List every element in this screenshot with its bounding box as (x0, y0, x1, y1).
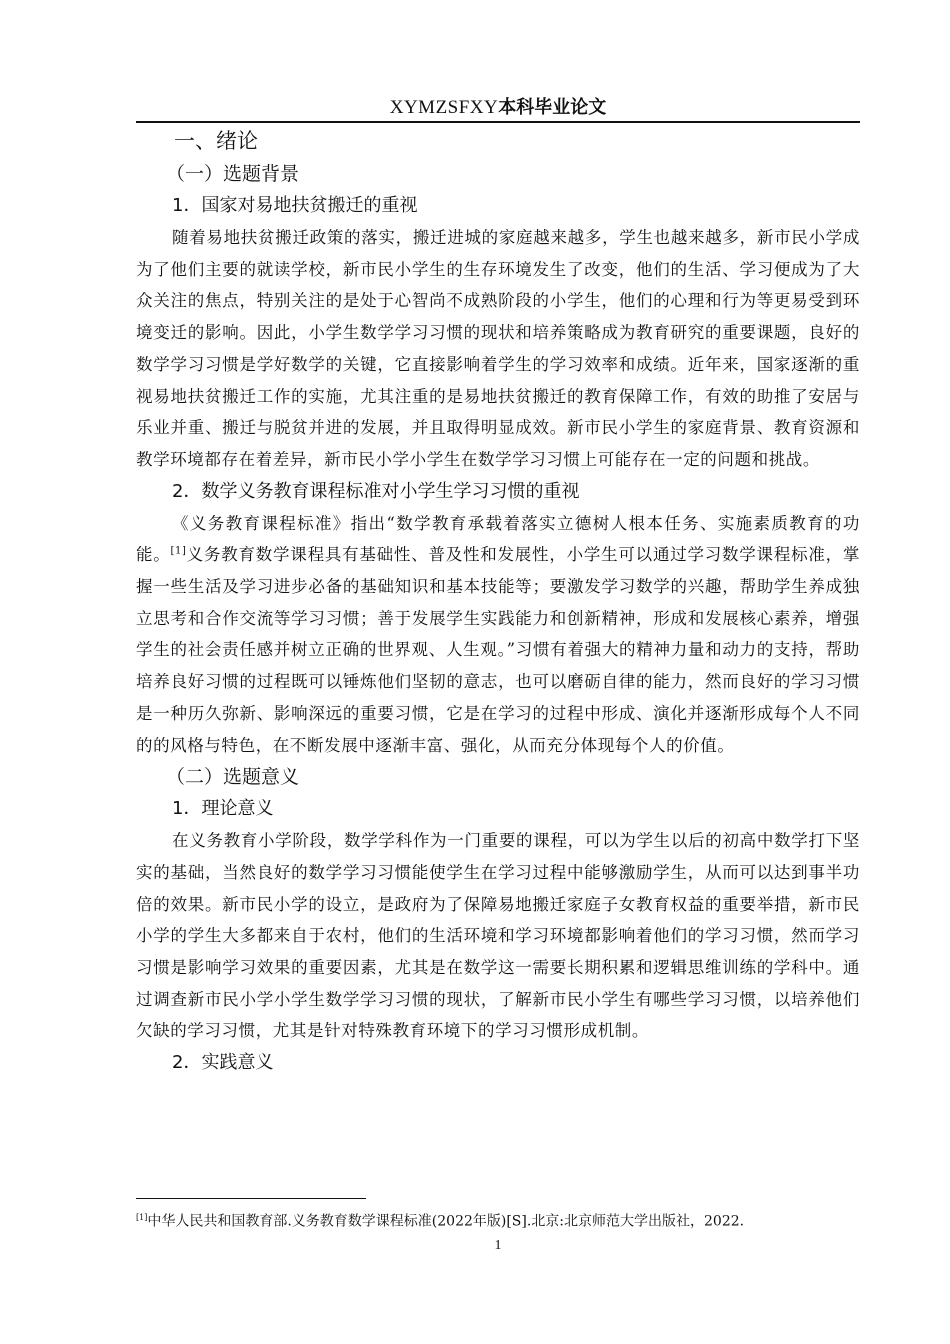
footnote-text: 中华人民共和国教育部.义务教育数学课程标准(2022年版)[S].北京:北京师范大学出版社，2022. (147, 1213, 745, 1230)
paragraph-theory: 在义务教育小学阶段，数学学科作为一门重要的课程，可以为学生以后的初高中数学打下坚实的基础，当然良好的数学学习习惯能使学生在学习过程中能够激励学生，从而可以达到事半功倍的效果。新市民小学的设立，是政府为了保障易地搬迁家庭子女教育权益的重要举措，新市民小学的学生大多都来自于农村，他们的生活环境和学习环境都影响着他们的学习习惯，然而学习习惯是影响学习效果的重要因素，尤其是在数学这一需要长期积累和逻辑思维训练的学科中。通过调查新市民小学小学生数学学习习惯的现状，了解新市民小学生有哪些学习习惯，以培养他们欠缺的学习习惯，尤其是针对特殊教育环境下的学习习惯形成机制。 (136, 831, 860, 1041)
paragraph-curriculum-part-b: 义务教育数学课程具有基础性、普及性和发展性，小学生可以通过学习数学课程标准，掌握一些生活及学习进步必备的基础知识和基本技能等；要激发学习数学的兴趣，帮助学生养成独立思考和合作交流等学习习惯；善于发展学生实践能力和创新精神，形成和发展核心素养，增强学生的社会责任感并树立正确的世界观、人生观。”习惯有着强大的精神力量和动力的支持，帮助培养良好习惯的过程既可以锤炼他们坚韧的意志，也可以磨砺自律的能力，然而良好的学习习惯是一种历久弥新、影响深远的重要习惯，它是在学习的过程中形成、演化并逐渐形成每个人不同的的风格与特色，在不断发展中逐渐丰富、强化，从而充分体现每个人的价值。 (136, 545, 860, 755)
paragraph-curriculum-part-a: 《义务教育课程标准》指出“数学教育承载着落实立德树人根本任务、实施素质教育的功能。 (136, 513, 860, 565)
subsection-heading-curriculum: 2．数学义务教育课程标准对小学生学习习惯的重视 (172, 480, 580, 502)
section-heading-significance: （二）选题意义 (166, 766, 300, 789)
header-title: 本科毕业论文 (498, 97, 607, 118)
citation-marker: [1] (170, 545, 187, 557)
paragraph-curriculum (136, 508, 860, 762)
header-rule (136, 121, 860, 123)
header-abbrev: XYMZSFXY (389, 97, 499, 118)
body-content (136, 124, 860, 1079)
paragraph-relocation: 随着易地扶贫搬迁政策的落实，搬迁进城的家庭越来越多，学生也越来越多，新市民小学成为了他们主要的就读学校，新市民小学生的生存环境发生了改变，他们的生活、学习便成为了大众关注的焦点，特别关注的是处于心智尚不成熟阶段的小学生，他们的心理和行为等更易受到环境变迁的影响。因此，小学生数学学习习惯的现状和培养策略成为教育研究的重要课题，良好的数学学习习惯是学好数学的关键，它直接影响着学生的学习效率和成绩。近年来，国家逐渐的重视易地扶贫搬迁工作的实施，尤其注重的是易地扶贫搬迁的教育保障工作，有效的助推了安居与乐业并重、搬迁与脱贫并进的发展，并且取得明显成效。新市民小学生的家庭背景、教育资源和教学环境都存在着差异，新市民小学小学生在数学学习习惯上可能存在一定的问题和挑战。 (136, 228, 860, 469)
subsection-heading-relocation: 1．国家对易地扶贫搬迁的重视 (172, 195, 418, 216)
chapter-heading: 一、绪论 (174, 129, 258, 153)
footnote-rule (136, 1198, 366, 1199)
page-number: 1 (494, 1238, 502, 1253)
section-heading-background: （一）选题背景 (166, 163, 300, 185)
subsection-heading-practice: 2．实践意义 (172, 1052, 274, 1074)
footnote-marker: [1] (136, 1213, 148, 1222)
subsection-heading-theory: 1．理论意义 (172, 798, 274, 820)
footnote (136, 1208, 860, 1232)
running-header (136, 94, 860, 121)
